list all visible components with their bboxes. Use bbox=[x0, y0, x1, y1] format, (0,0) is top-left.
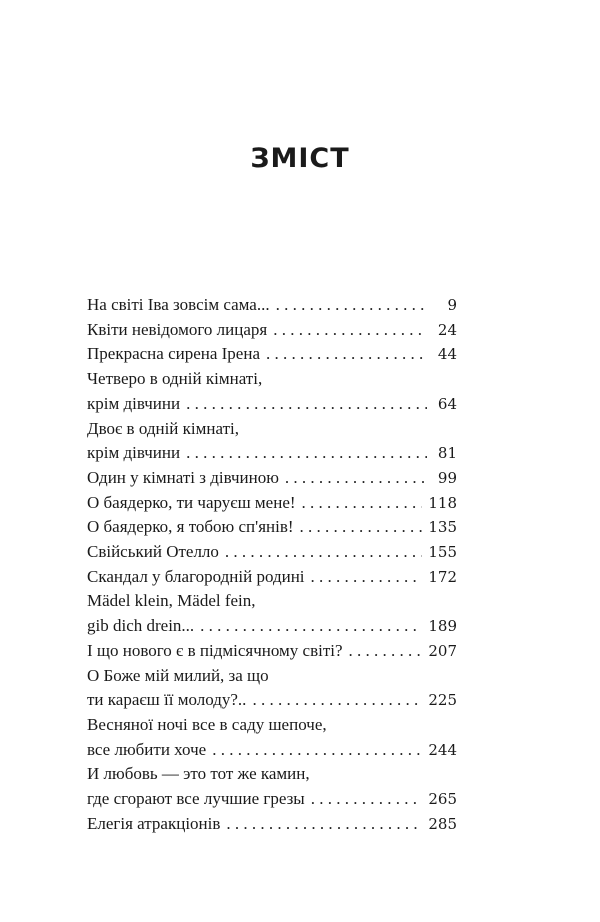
entry-title-first-line: Четверо в одній кімнаті, bbox=[87, 369, 263, 389]
dot-leader bbox=[266, 342, 427, 367]
dot-leader bbox=[349, 639, 423, 664]
entry-title-first-line: О Боже мій милий, за що bbox=[87, 665, 269, 685]
entry-title: где сгорают все лучшие грезы bbox=[87, 789, 305, 809]
dot-leader bbox=[200, 614, 422, 639]
page-title: ЗМІСТ bbox=[250, 143, 350, 174]
entry-title: крім дівчини bbox=[87, 443, 181, 463]
table-of-contents bbox=[87, 293, 457, 836]
page-number: 155 bbox=[428, 543, 457, 562]
entry-title-first-line: Двоє в одній кімнаті, bbox=[87, 418, 240, 438]
toc-entry[interactable] bbox=[87, 664, 457, 713]
entry-title: все любити хоче bbox=[87, 739, 207, 759]
dot-leader bbox=[276, 293, 427, 318]
entry-title: О баядерко, я тобою сп'янів! bbox=[87, 517, 294, 537]
entry-title: Елегія атракціонів bbox=[87, 813, 221, 833]
entry-title: ти караєш її молоду?.. bbox=[87, 690, 247, 710]
page-number: 135 bbox=[428, 518, 457, 537]
toc-entry[interactable] bbox=[87, 466, 457, 491]
entry-title: крім дівчини bbox=[87, 393, 181, 413]
page-number: 64 bbox=[437, 394, 457, 413]
page-number: 44 bbox=[437, 345, 457, 364]
entry-title: Скандал у благородній родині bbox=[87, 566, 305, 586]
page-number: 9 bbox=[447, 296, 457, 314]
page-number: 99 bbox=[437, 468, 457, 487]
dot-leader bbox=[225, 540, 422, 565]
page-number: 244 bbox=[428, 740, 457, 759]
dot-leader bbox=[212, 738, 422, 763]
entry-title: Прекрасна сирена Ірена bbox=[87, 344, 260, 364]
page-number: 265 bbox=[428, 790, 457, 809]
dot-leader bbox=[273, 318, 427, 343]
dot-leader bbox=[186, 441, 427, 466]
dot-leader bbox=[311, 565, 423, 590]
dot-leader bbox=[226, 812, 422, 837]
entry-title: О баядерко, ти чаруєш мене! bbox=[87, 492, 296, 512]
entry-title: І що нового є в підмісячному світі? bbox=[87, 640, 343, 660]
dot-leader bbox=[252, 688, 422, 713]
entry-title: gib dich drein... bbox=[87, 616, 195, 636]
page-number: 285 bbox=[428, 814, 457, 833]
toc-entry[interactable] bbox=[87, 515, 457, 540]
dot-leader bbox=[300, 515, 423, 540]
page-number: 207 bbox=[428, 641, 457, 660]
dot-leader bbox=[186, 392, 427, 417]
toc-entry[interactable] bbox=[87, 318, 457, 343]
entry-title: На світі Іва зовсім сама... bbox=[87, 295, 270, 314]
toc-entry[interactable] bbox=[87, 812, 457, 837]
page-number: 189 bbox=[428, 617, 457, 636]
toc-entry[interactable] bbox=[87, 540, 457, 565]
entry-title-first-line: И любовь — это тот же камин, bbox=[87, 764, 310, 784]
entry-title: Свійський Отелло bbox=[87, 542, 219, 562]
toc-entry[interactable] bbox=[87, 639, 457, 664]
entry-title: Один у кімнаті з дівчиною bbox=[87, 467, 279, 487]
page-number: 24 bbox=[437, 320, 457, 339]
page-number: 118 bbox=[428, 493, 457, 512]
toc-entry[interactable] bbox=[87, 342, 457, 367]
entry-title: Квіти невідомого лицаря bbox=[87, 319, 268, 339]
page-number: 81 bbox=[437, 444, 457, 463]
toc-entry[interactable] bbox=[87, 293, 457, 318]
toc-entry[interactable] bbox=[87, 367, 457, 416]
page-number: 225 bbox=[428, 691, 457, 710]
toc-entry[interactable] bbox=[87, 762, 457, 811]
toc-entry[interactable] bbox=[87, 589, 457, 638]
entry-title-first-line: Весняної ночі все в саду шепоче, bbox=[87, 714, 327, 734]
dot-leader bbox=[285, 466, 427, 491]
toc-entry[interactable] bbox=[87, 713, 457, 762]
toc-entry[interactable] bbox=[87, 417, 457, 466]
toc-entry[interactable] bbox=[87, 565, 457, 590]
toc-entry[interactable] bbox=[87, 491, 457, 516]
entry-title-first-line: Mädel klein, Mädel fein, bbox=[87, 591, 256, 611]
page-number: 172 bbox=[428, 567, 457, 586]
dot-leader bbox=[302, 491, 423, 516]
dot-leader bbox=[311, 787, 423, 812]
